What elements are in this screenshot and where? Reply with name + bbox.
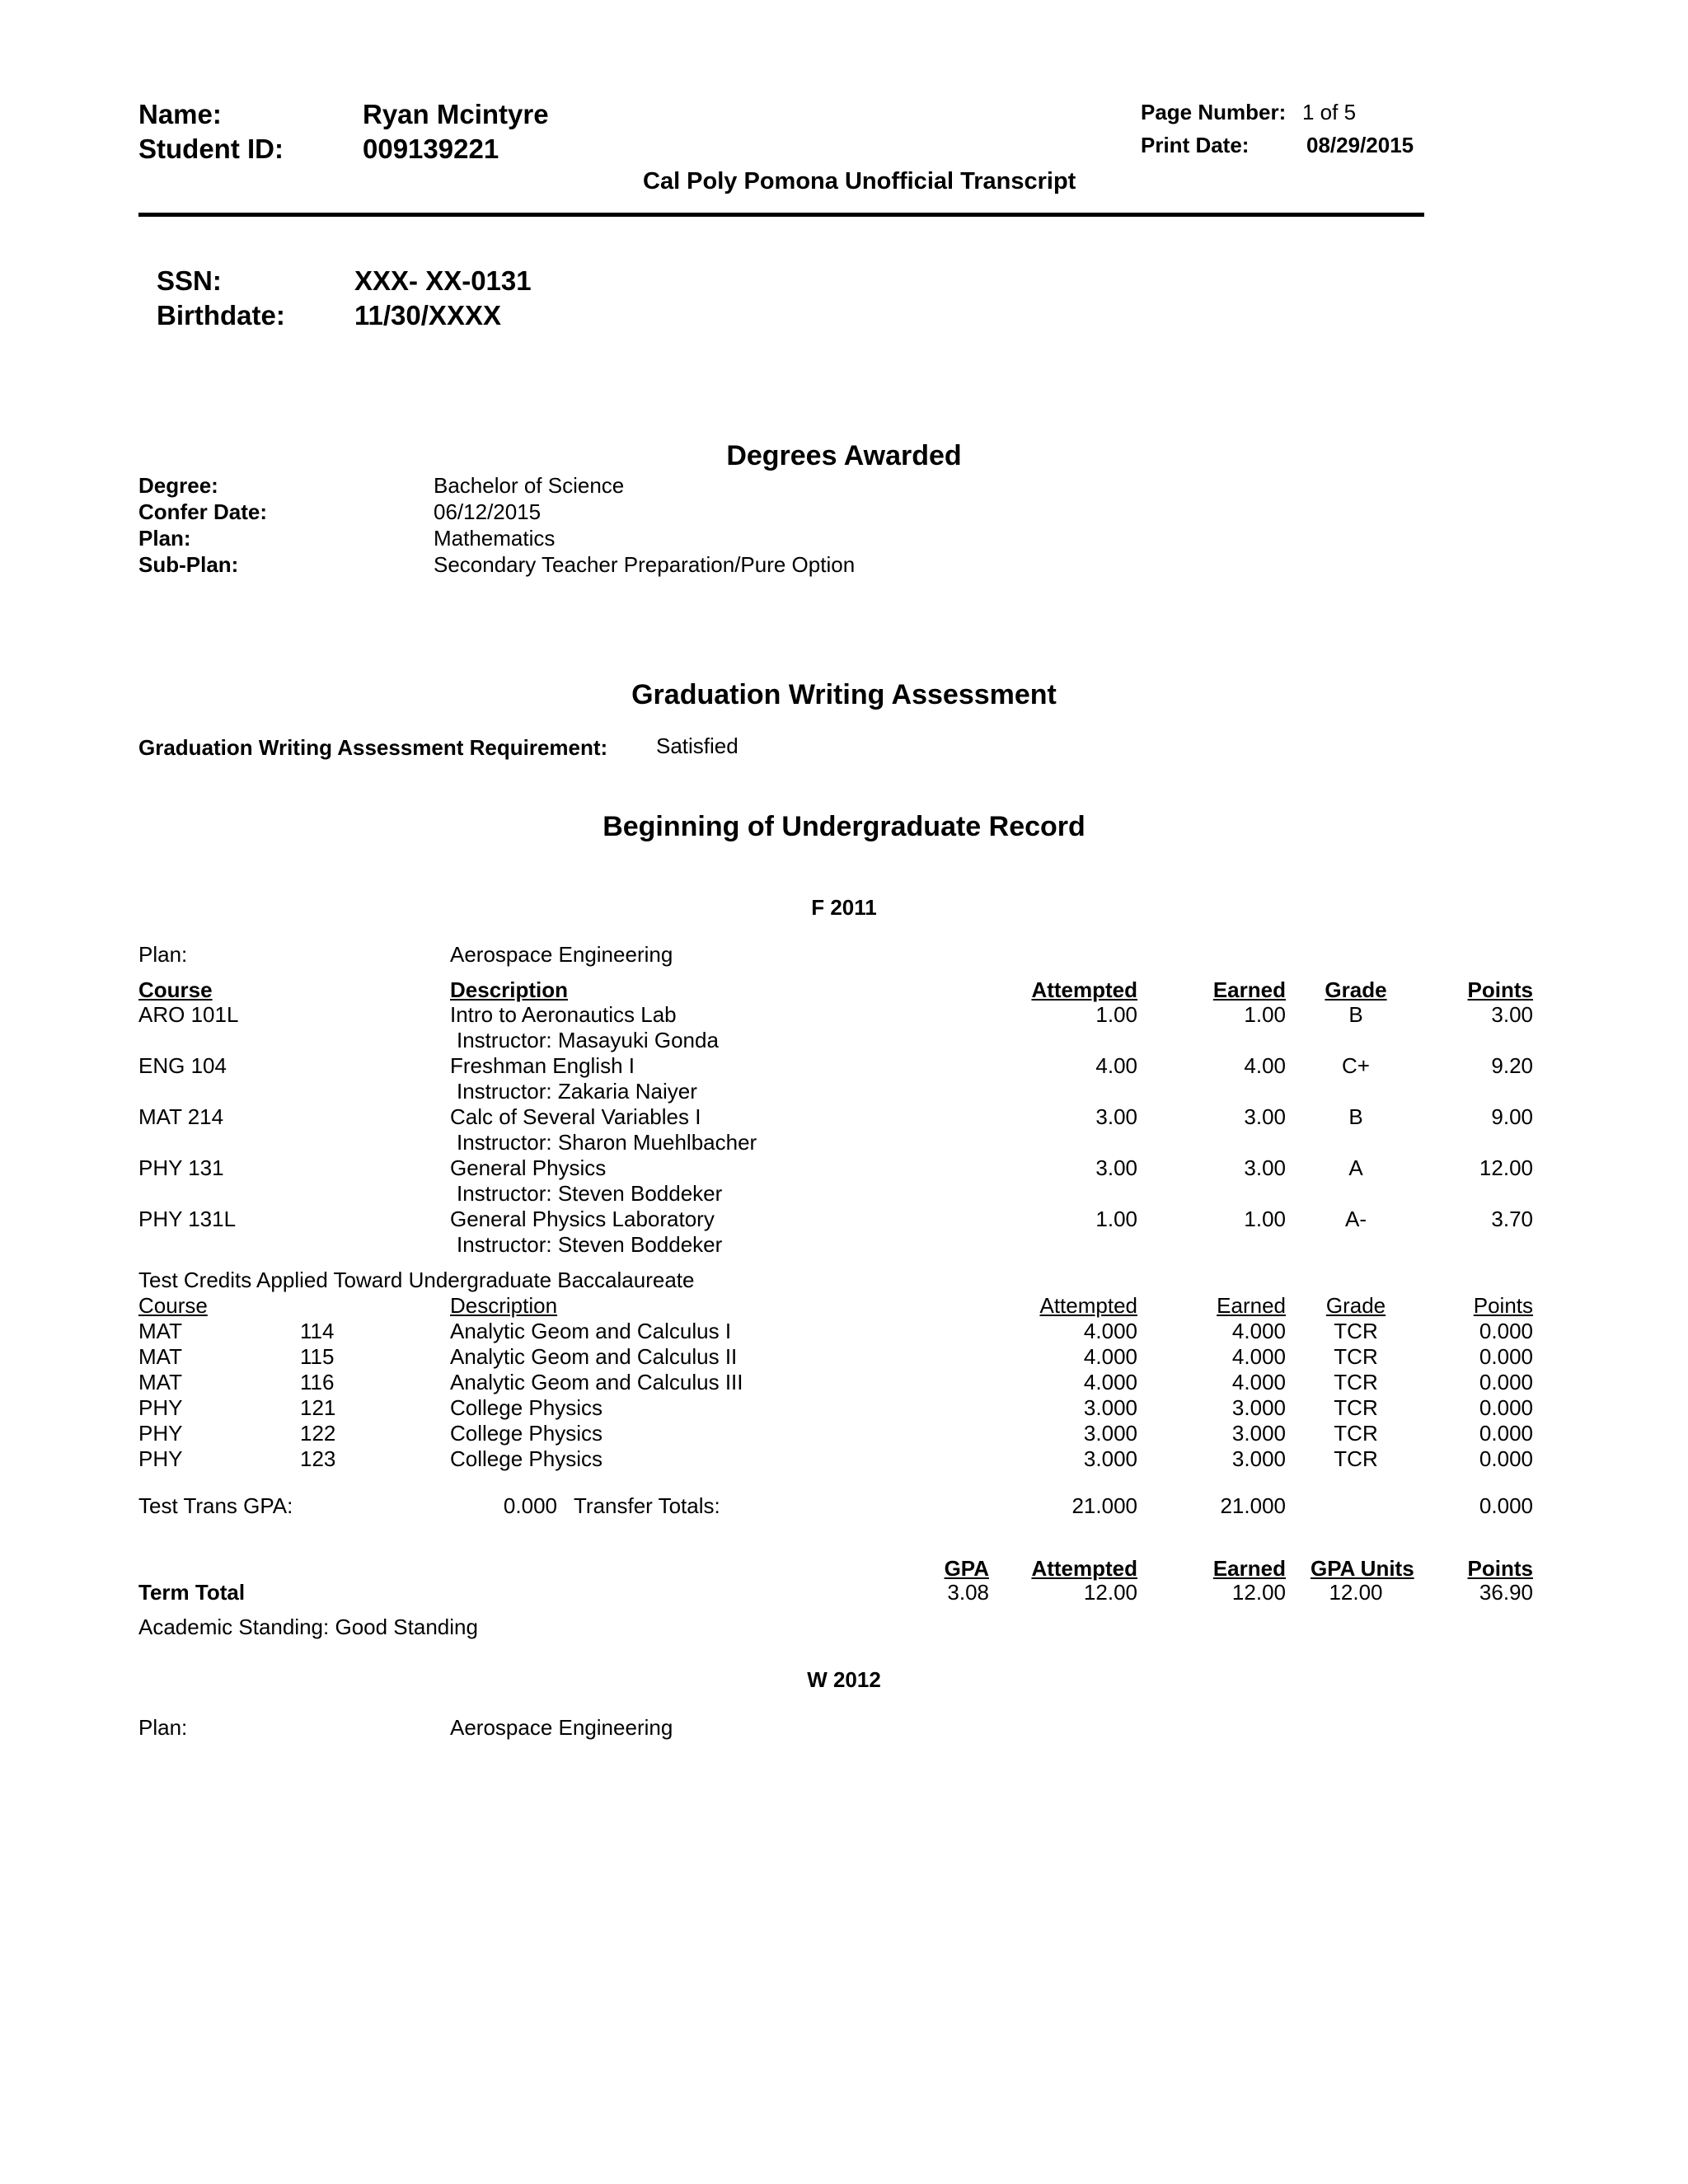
birthdate-value: 11/30/XXXX [354, 300, 501, 330]
tc-attempted: 3.000 [1083, 1446, 1137, 1471]
term2-name: W 2012 [807, 1667, 881, 1692]
gwa-heading: Graduation Writing Assessment [631, 679, 1057, 710]
tc-earned: 4.000 [1231, 1344, 1286, 1369]
tc-earned: 3.000 [1231, 1395, 1286, 1420]
tc-points: 0.000 [1479, 1421, 1533, 1446]
term-total-points: 36.90 [1479, 1580, 1533, 1605]
course-points: 9.20 [1491, 1053, 1533, 1078]
tc-subject: PHY [138, 1395, 183, 1420]
print-date-label: Print Date: [1141, 133, 1250, 157]
course-points: 3.70 [1491, 1207, 1533, 1231]
tc-points: 0.000 [1479, 1446, 1533, 1471]
student-id-label: Student ID: [138, 134, 284, 164]
tt-col-points: Points [1467, 1556, 1533, 1581]
degrees-heading: Degrees Awarded [726, 440, 962, 471]
course-points: 9.00 [1491, 1104, 1533, 1129]
course-earned: 3.00 [1244, 1155, 1286, 1180]
course-earned: 4.00 [1244, 1053, 1286, 1078]
course-points: 12.00 [1479, 1155, 1533, 1180]
course-grade: B [1348, 1104, 1363, 1129]
tc-col-course: Course [138, 1293, 208, 1318]
birthdate-label: Birthdate: [157, 300, 285, 330]
tt-col-gpa-units: GPA Units [1311, 1556, 1414, 1581]
transfer-totals-earned: 21.000 [1220, 1493, 1286, 1518]
tc-col-description: Description [450, 1293, 558, 1318]
test-credits-heading: Test Credits Applied Toward Undergraduate Baccalaureate [138, 1268, 695, 1292]
academic-standing: Academic Standing: Good Standing [138, 1615, 478, 1639]
tc-attempted: 4.000 [1083, 1344, 1137, 1369]
ssn-label: SSN: [157, 265, 222, 296]
term-total-attempted: 12.00 [1083, 1580, 1137, 1605]
tc-points: 0.000 [1479, 1319, 1533, 1343]
course-code: ENG 104 [138, 1053, 227, 1078]
term-total-gpa-units: 12.00 [1329, 1580, 1383, 1605]
tc-attempted: 4.000 [1083, 1319, 1137, 1343]
course-attempted: 4.00 [1095, 1053, 1137, 1078]
tc-description: Analytic Geom and Calculus III [450, 1370, 743, 1394]
course-description: Intro to Aeronautics Lab [450, 1002, 677, 1027]
col-course: Course [138, 977, 213, 1002]
course-code: PHY 131 [138, 1155, 224, 1180]
course-description: Freshman English I [450, 1053, 635, 1078]
page-number-label: Page Number: [1141, 100, 1287, 124]
term-total-gpa: 3.08 [947, 1580, 989, 1605]
course-code: MAT 214 [138, 1104, 224, 1129]
tc-number: 122 [300, 1421, 336, 1446]
tc-number: 123 [300, 1446, 336, 1471]
tc-earned: 3.000 [1231, 1421, 1286, 1446]
tc-attempted: 4.000 [1083, 1370, 1137, 1394]
tc-points: 0.000 [1479, 1344, 1533, 1369]
transcript-title: Cal Poly Pomona Unofficial Transcript [643, 168, 1076, 194]
col-earned: Earned [1212, 977, 1286, 1002]
tc-subject: MAT [138, 1344, 182, 1369]
tc-points: 0.000 [1479, 1395, 1533, 1420]
col-grade: Grade [1325, 977, 1387, 1002]
term2-plan-value: Aerospace Engineering [450, 1715, 673, 1740]
term-total-earned: 12.00 [1231, 1580, 1286, 1605]
name-label: Name: [138, 99, 222, 129]
tc-grade: TCR [1334, 1421, 1378, 1446]
test-trans-gpa-label: Test Trans GPA: [138, 1493, 293, 1518]
term-plan-value: Aerospace Engineering [450, 942, 673, 967]
tc-col-points: Points [1473, 1293, 1533, 1318]
gwa-requirement-value: Satisfied [656, 733, 738, 758]
degree-value: Bachelor of Science [434, 473, 625, 498]
confer-date-label: Confer Date: [138, 499, 268, 524]
course-description: General Physics [450, 1155, 607, 1180]
course-attempted: 3.00 [1095, 1155, 1137, 1180]
gwa-requirement-label: Graduation Writing Assessment Requirement: [138, 735, 608, 760]
print-date: 08/29/2015 [1306, 133, 1414, 157]
record-heading: Beginning of Undergraduate Record [603, 811, 1085, 842]
transfer-totals-points: 0.000 [1479, 1493, 1533, 1518]
tc-grade: TCR [1334, 1395, 1378, 1420]
tt-col-gpa: GPA [944, 1556, 989, 1581]
tc-subject: MAT [138, 1319, 182, 1343]
tc-subject: PHY [138, 1421, 183, 1446]
tc-points: 0.000 [1479, 1370, 1533, 1394]
degree-label: Degree: [138, 473, 218, 498]
course-description: General Physics Laboratory [450, 1207, 715, 1231]
plan-label: Plan: [138, 526, 191, 551]
course-grade: A- [1345, 1207, 1367, 1231]
tc-col-grade: Grade [1325, 1293, 1386, 1318]
course-code: ARO 101L [138, 1002, 239, 1027]
tc-earned: 4.000 [1231, 1370, 1286, 1394]
course-grade: A [1348, 1155, 1363, 1180]
course-attempted: 1.00 [1095, 1002, 1137, 1027]
tt-col-attempted: Attempted [1031, 1556, 1137, 1581]
plan-value: Mathematics [434, 526, 556, 551]
course-grade: C+ [1342, 1053, 1370, 1078]
page-number: 1 of 5 [1302, 100, 1357, 124]
course-instructor: Instructor: Masayuki Gonda [457, 1028, 719, 1052]
confer-date-value: 06/12/2015 [434, 499, 542, 524]
term-plan-label: Plan: [138, 942, 188, 967]
course-earned: 1.00 [1244, 1002, 1286, 1027]
tc-number: 121 [300, 1395, 336, 1420]
tc-grade: TCR [1334, 1446, 1378, 1471]
tc-description: College Physics [450, 1421, 603, 1446]
course-description: Calc of Several Variables I [450, 1104, 701, 1129]
tc-number: 114 [300, 1319, 335, 1343]
tc-number: 115 [300, 1344, 335, 1369]
course-earned: 1.00 [1244, 1207, 1286, 1231]
header-rule [138, 213, 1424, 217]
tc-description: College Physics [450, 1446, 603, 1471]
tc-grade: TCR [1334, 1344, 1378, 1369]
tc-number: 116 [300, 1370, 335, 1394]
tc-description: Analytic Geom and Calculus I [450, 1319, 732, 1343]
course-instructor: Instructor: Steven Boddeker [457, 1232, 723, 1257]
course-code: PHY 131L [138, 1207, 237, 1231]
term-name: F 2011 [811, 895, 877, 920]
term-total-label: Term Total [138, 1580, 246, 1605]
tc-attempted: 3.000 [1083, 1395, 1137, 1420]
tc-subject: PHY [138, 1446, 183, 1471]
course-instructor: Instructor: Steven Boddeker [457, 1181, 723, 1206]
course-points: 3.00 [1491, 1002, 1533, 1027]
tc-description: College Physics [450, 1395, 603, 1420]
course-earned: 3.00 [1244, 1104, 1286, 1129]
tt-col-earned: Earned [1212, 1556, 1286, 1581]
ssn-value: XXX- XX-0131 [354, 265, 532, 296]
student-id: 009139221 [363, 134, 499, 164]
col-description: Description [450, 977, 569, 1002]
tc-col-earned: Earned [1217, 1293, 1286, 1318]
student-name: Ryan Mcintyre [363, 99, 549, 129]
sub-plan-value: Secondary Teacher Preparation/Pure Option [434, 552, 856, 577]
tc-description: Analytic Geom and Calculus II [450, 1344, 738, 1369]
tc-grade: TCR [1334, 1370, 1378, 1394]
transfer-totals-label: Transfer Totals: [574, 1493, 720, 1518]
tc-earned: 4.000 [1231, 1319, 1286, 1343]
transfer-totals-attempted: 21.000 [1071, 1493, 1137, 1518]
tc-subject: MAT [138, 1370, 182, 1394]
tc-col-attempted: Attempted [1039, 1293, 1137, 1318]
course-attempted: 1.00 [1095, 1207, 1137, 1231]
col-attempted: Attempted [1031, 977, 1137, 1002]
col-points: Points [1467, 977, 1533, 1002]
test-trans-gpa-value: 0.000 [503, 1493, 557, 1518]
course-instructor: Instructor: Sharon Muehlbacher [457, 1130, 757, 1155]
sub-plan-label: Sub-Plan: [138, 552, 239, 577]
tc-earned: 3.000 [1231, 1446, 1286, 1471]
course-instructor: Instructor: Zakaria Naiyer [457, 1079, 697, 1104]
tc-grade: TCR [1334, 1319, 1378, 1343]
term2-plan-label: Plan: [138, 1715, 188, 1740]
course-grade: B [1348, 1002, 1363, 1027]
course-attempted: 3.00 [1095, 1104, 1137, 1129]
tc-attempted: 3.000 [1083, 1421, 1137, 1446]
